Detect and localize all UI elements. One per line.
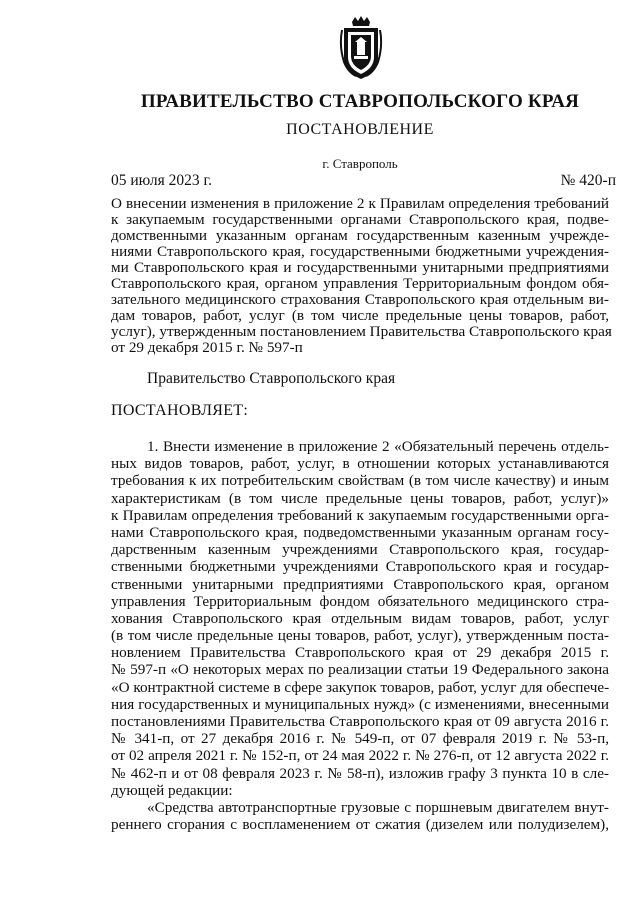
- body-line: требования к их потребительским свойствам (в том числе качеству) и иным: [111, 472, 609, 490]
- body-line: постановлениями Правительства Ставропольского края от 09 августа 2016 г.: [111, 713, 609, 730]
- subject-line: ми Ставропольского края и государственными унитарными предприятиями: [111, 259, 609, 276]
- issuer-text: Правительство Ставропольского края: [147, 370, 396, 387]
- body-line: ния государственных и муниципальных нужд» (с изменениями, внесенными: [111, 695, 609, 713]
- subject-line: дам товаров, работ, услуг (в том числе предельные цены товаров, работ,: [111, 307, 609, 324]
- body-line: к Правилам определения требований к закупаемым государственными орга-: [111, 506, 609, 524]
- body-line: хования Ставропольского края отдельным видам товаров, работ, услуг: [111, 609, 609, 627]
- subject-line: от 29 декабря 2015 г. № 597-п: [111, 339, 303, 356]
- body-line: № 341-п, от 27 декабря 2016 г. № 549-п, от 07 февраля 2019 г. № 53-п,: [111, 730, 609, 748]
- body-line: «О контрактной системе в сфере закупок товаров, работ, услуг для обеспече-: [111, 678, 610, 696]
- coat-of-arms-icon: [338, 16, 384, 80]
- body-line: ственными унитарными предприятиями Ставропольского края, органом: [111, 575, 609, 593]
- body-line: реннего сгорания с воспламенением от сжатия (дизелем или полудизелем),: [111, 816, 609, 834]
- body-line: ственными бюджетными учреждениями Ставропольского края и государ-: [111, 558, 609, 576]
- body-paragraph: [111, 438, 609, 833]
- body-line: № 462-п и от 08 февраля 2023 г. № 58-п), изложив графу 3 пункта 10 в сле-: [111, 764, 609, 782]
- body-line: ных видов товаров, работ, услуг, в отношении которых устанавливаются: [111, 455, 609, 473]
- resolves-heading: ПОСТАНОВЛЯЕТ:: [111, 402, 249, 419]
- subject-paragraph: [111, 195, 612, 356]
- subject-line: услуг), утвержденным постановлением Правительства Ставропольского края: [111, 323, 612, 340]
- document-number: № 420-п: [560, 172, 616, 189]
- body-line: нами Ставропольского края, подведомственными указанным органам госу-: [111, 523, 609, 541]
- subject-line: Ставропольского края, органом управления Территориальным фондом обя-: [111, 275, 609, 292]
- body-line: характеристикам (в том числе предельные цены товаров, работ, услуг)»: [111, 489, 609, 507]
- subject-line: домственными указанным органам государственным казенным учрежде-: [111, 227, 609, 244]
- subject-line: О внесении изменения в приложение 2 к Правилам определения требований: [111, 195, 609, 212]
- subject-line: ниями Ставропольского края, государственными бюджетными учреждения-: [111, 243, 609, 260]
- page-title: ПРАВИТЕЛЬСТВО СТАВРОПОЛЬСКОГО КРАЯ: [140, 91, 580, 112]
- document-type: ПОСТАНОВЛЕНИЕ: [286, 121, 434, 138]
- body-line: новлением Правительства Ставропольского края от 29 декабря 2015 г.: [111, 644, 609, 662]
- body-line: от 02 апреля 2021 г. № 152-п, от 24 мая 2022 г. № 276-п, от 12 августа 2022 г.: [111, 747, 609, 765]
- body-line: 1. Внести изменение в приложение 2 «Обязательный перечень отдель-: [147, 438, 609, 455]
- body-line: (в том числе предельные цены товаров, работ, услуг), утвержденным поста-: [111, 627, 609, 645]
- body-line: дарственным казенным учреждениями Ставропольского края, государ-: [111, 541, 609, 559]
- subject-line: к закупаемым государственными органами Ставропольского края, подве-: [111, 211, 609, 228]
- body-line: «Средства автотранспортные грузовые с поршневым двигателем внут-: [147, 798, 609, 816]
- document-date: 05 июля 2023 г.: [111, 172, 212, 189]
- body-line: дующей редакции:: [111, 781, 233, 799]
- document-city: г. Ставрополь: [322, 156, 398, 171]
- subject-line: зательного медицинского страхования Ставропольского края отдельным ви-: [111, 291, 609, 308]
- body-line: № 597-п «О некоторых мерах по реализации статьи 19 Федерального закона: [111, 661, 609, 679]
- body-line: управления Территориальным фондом обязательного медицинского стра-: [111, 592, 609, 610]
